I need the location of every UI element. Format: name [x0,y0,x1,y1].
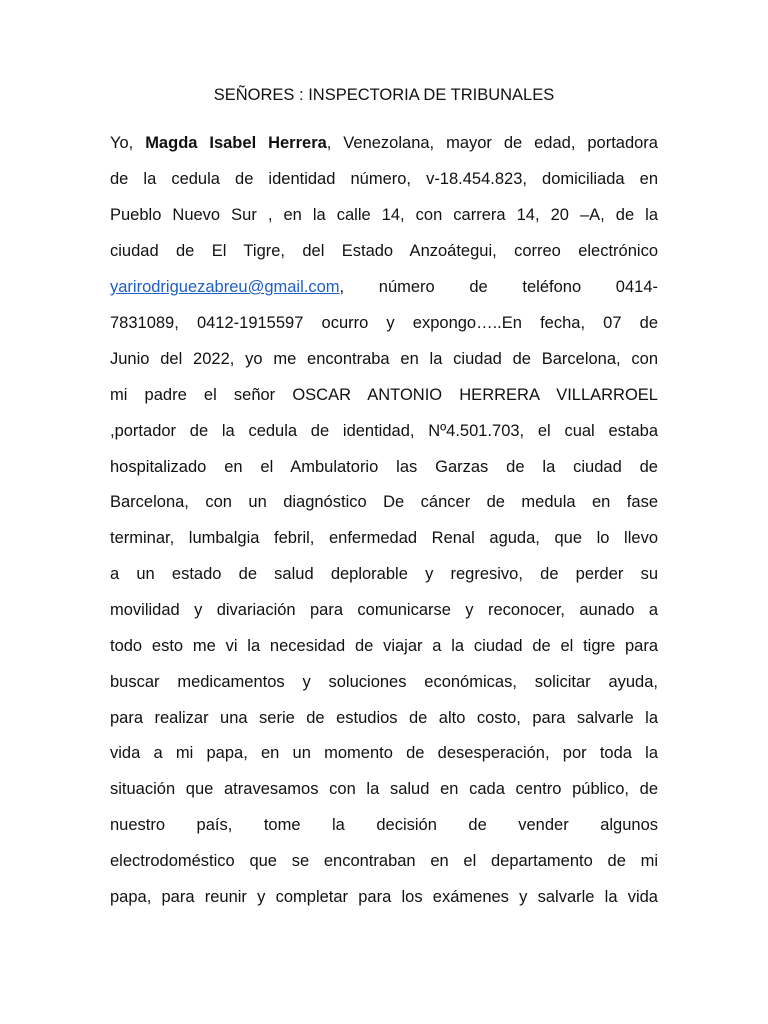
body-text: , Venezolana, mayor de edad, portadora [326,134,658,152]
body-line-8: mi padre el señor OSCAR ANTONIO HERRERA VILLARROEL [110,386,658,404]
body-line-4: ciudad de El Tigre, del Estado Anzoátegui, correo electrónico [110,242,658,260]
body-line-17: para realizar una serie de estudios de alto costo, para salvarle la [110,709,658,727]
body-line-1 [110,131,658,155]
body-line-9: ,portador de la cedula de identidad, Nº4.501.703, el cual estaba [110,422,658,440]
document-title: SEÑORES : INSPECTORIA DE TRIBUNALES [213,86,555,104]
body-line-16: buscar medicamentos y soluciones económicas, solicitar ayuda, [110,673,658,691]
body-line-15: todo esto me vi la necesidad de viajar a la ciudad de el tigre para [110,637,658,655]
body-line-11: Barcelona, con un diagnóstico De cáncer de medula en fase [110,493,658,511]
body-text: , número de teléfono 0414- [339,278,658,296]
body-text: Yo, [110,134,146,152]
body-line-3: Pueblo Nuevo Sur , en la calle 14, con carrera 14, 20 –A, de la [110,206,658,224]
body-line-21: electrodoméstico que se encontraban en el departamento de mi [110,852,658,870]
body-line-18: vida a mi papa, en un momento de desesperación, por toda la [110,744,658,762]
body-line-10: hospitalizado en el Ambulatorio las Garzas de la ciudad de [110,458,658,476]
body-line-6: 7831089, 0412-1915597 ocurro y expongo…..En fecha, 07 de [110,314,658,332]
body-line-19: situación que atravesamos con la salud en cada centro público, de [110,780,658,798]
body-line-14: movilidad y divariación para comunicarse y reconocer, aunado a [110,601,658,619]
body-line-20: nuestro país, tome la decisión de vender algunos [110,816,658,834]
body-line-7: Junio del 2022, yo me encontraba en la ciudad de Barcelona, con [110,350,658,368]
body-line-5 [110,275,658,299]
body-line-2: de la cedula de identidad número, v-18.454.823, domiciliada en [110,170,658,188]
email-link[interactable]: yarirodriguezabreu@gmail.com [110,278,340,296]
body-line-13: a un estado de salud deplorable y regresivo, de perder su [110,565,658,583]
body-line-22: papa, para reunir y completar para los exámenes y salvarle la vida [110,888,658,906]
body-line-12: terminar, lumbalgia febril, enfermedad Renal aguda, que lo llevo [110,529,658,547]
author-name: Magda Isabel Herrera [145,134,327,152]
